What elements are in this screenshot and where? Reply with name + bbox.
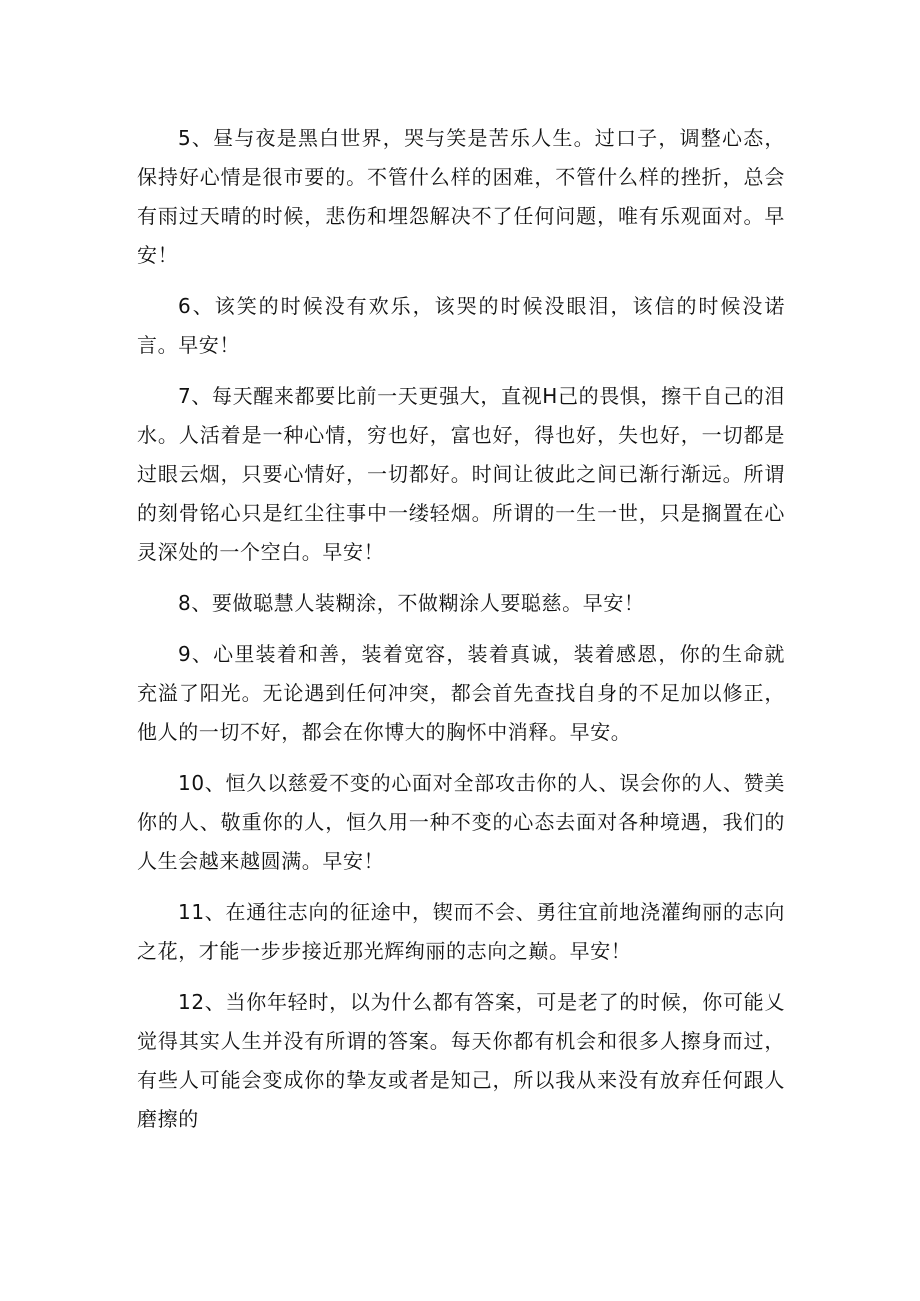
paragraph-7: 7、每天醒来都要比前一天更强大，直视H己的畏惧，擦干自己的泪水。人活着是一种心情，穷也好，富也好，得也好，失也好，一切都是过眼云烟，只要心情好，一切都好。时间让彼此之间已渐行渐远。所谓的刻骨铭心只是红尘往事中一缕轻烟。所谓的一生一世，只是搁置在心灵深处的一个空白。早安！	[137, 384, 785, 564]
document-body	[137, 119, 785, 1151]
paragraph-6: 6、该笑的时候没有欢乐，该哭的时候没眼泪，该信的时候没诺言。早安！	[137, 294, 785, 357]
paragraph-8: 8、要做聪慧人装糊涂，不做糊涂人要聪慈。早安！	[178, 591, 645, 615]
paragraph-11: 11、在通往志向的征途中，锲而不会、勇往宜前地浇灌绚丽的志向之花，才能一步步接近那光辉绚丽的志向之巅。早安！	[137, 900, 785, 963]
paragraph-5: 5、昼与夜是黑白世界，哭与笑是苦乐人生。过口子，调整心态，保持好心情是很市要的。不管什么样的困难，不管什么样的挫折，总会有雨过天晴的时候，悲伤和埋怨解决不了任何问题，唯有乐观面对。早安！	[137, 126, 785, 267]
paragraph-12: 12、当你年轻时，以为什么都有答案，可是老了的时候，你可能乂觉得其实人生并没有所谓的答案。每天你都有机会和很多人擦身而过，有些人可能会变成你的挚友或者是知己，所以我从来没有放弃任何跟人磨擦的	[137, 990, 785, 1131]
paragraph-10: 10、恒久以慈爱不变的心面对全部攻击你的人、误会你的人、赞美你的人、敬重你的人，恒久用一种不变的心态去面对各种境遇，我们的人生会越来越圆满。早安！	[137, 771, 785, 873]
paragraph-9: 9、心里装着和善，装着宽容，装着真诚，装着感恩，你的生命就充溢了阳光。无论遇到任何冲突，都会首先查找自身的不足加以修正，他人的一切不好，都会在你博大的胸怀中消释。早安。	[137, 642, 785, 744]
